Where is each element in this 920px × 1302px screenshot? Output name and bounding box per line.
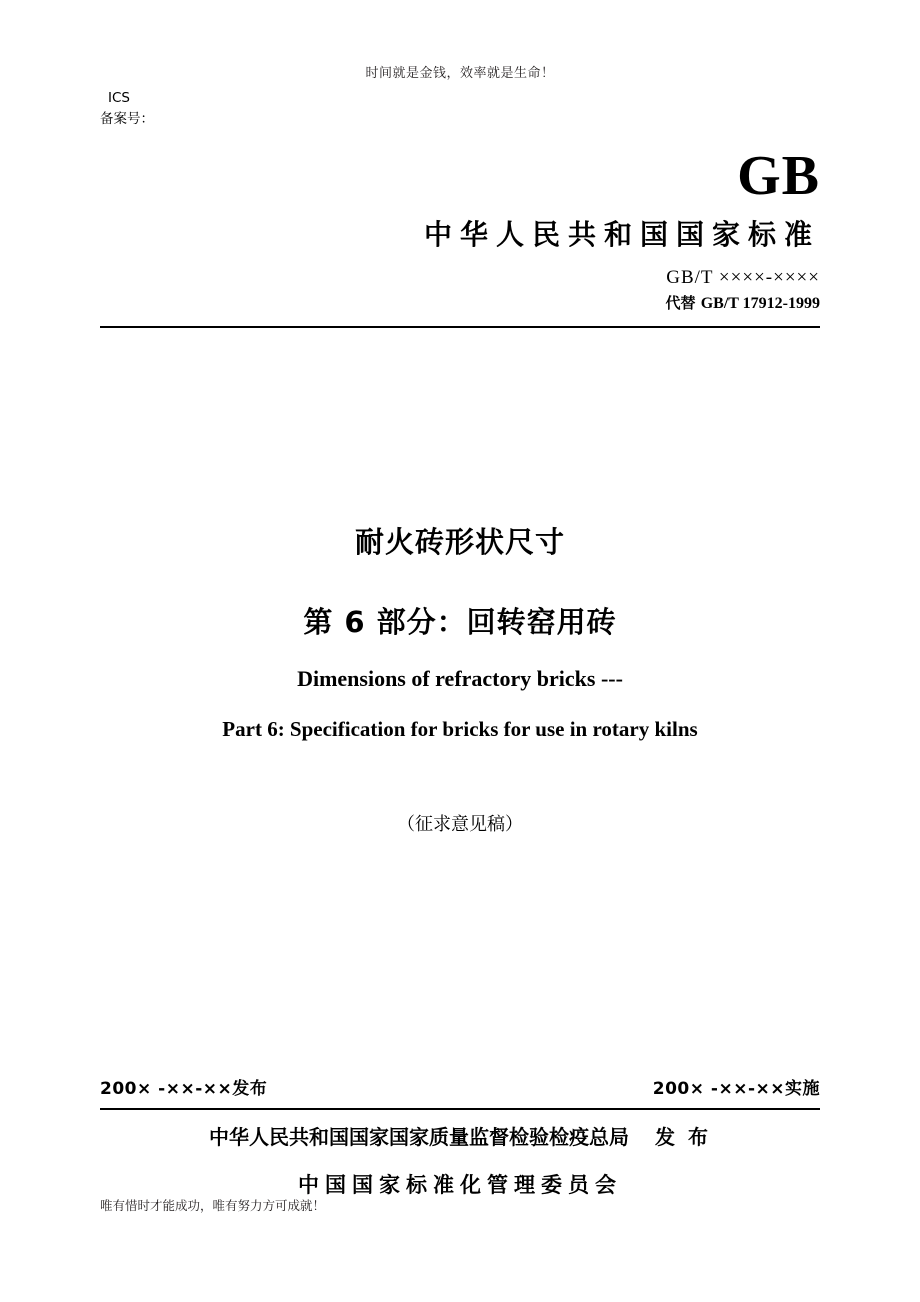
bottom-watermark: 唯有惜时才能成功，唯有努力方可成就！ [100,1198,326,1213]
implementation-date: 200× -××-××实施 [652,1079,820,1099]
title-english-line1: Dimensions of refractory bricks --- [297,666,623,691]
title-chinese-line2: 第 6 部分：回转窑用砖 [303,605,617,639]
issuer-organization-1: 中华人民共和国国家国家质量监督检验检疫总局 [209,1125,630,1149]
divider-bottom [100,1108,820,1110]
dates-row [100,1074,820,1102]
issuer-line2: 中国国家标准化管理委员会 [298,1173,622,1197]
replaces-code: GB/T 17912-1999 [700,295,820,312]
draft-status: （征求意见稿） [397,814,523,835]
top-watermark: 时间就是金钱，效率就是生命！ [365,66,555,81]
issuer-publish-label: 发 布 [655,1125,711,1149]
ics-label: ICS [108,90,130,106]
gb-logo-text: GB [737,145,820,207]
title-english-line2: Part 6: Specification for bricks for use in rotary kilns [222,717,698,741]
title-chinese-line1: 耐火砖形状尺寸 [354,525,565,559]
national-standard-title: 中华人民共和国国家标准 [423,218,820,251]
divider-top [100,326,820,328]
issuer-line1 [0,1122,920,1152]
standard-code: GB/T ××××-×××× [666,267,820,288]
replaces-line [0,292,820,315]
replaces-label: 代替 [665,294,696,312]
issue-date: 200× -××-××发布 [100,1079,268,1099]
ics-meta-block [100,88,400,130]
filing-number-label: 备案号： [100,111,154,127]
